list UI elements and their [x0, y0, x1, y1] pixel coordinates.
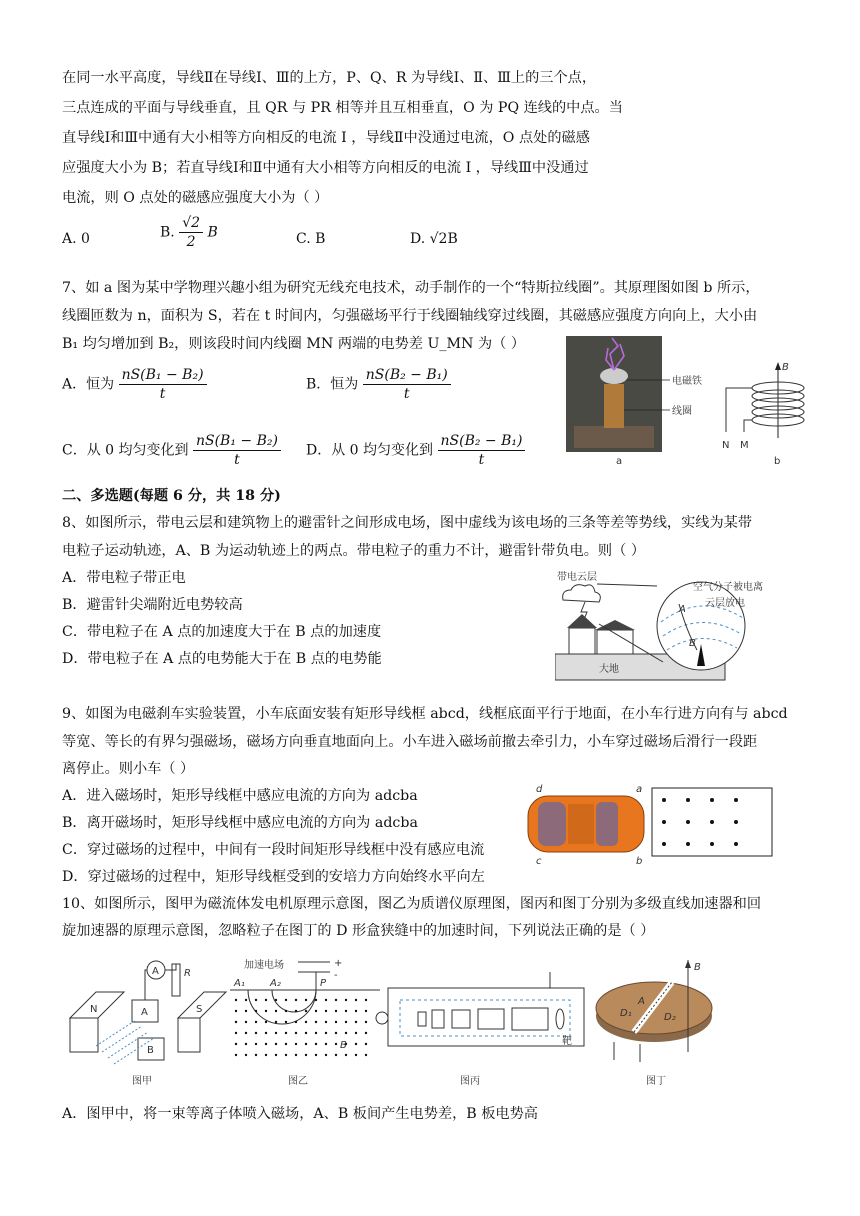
- point-b-label: B: [689, 638, 696, 649]
- field-dot: [265, 1043, 267, 1045]
- q7-figure-a: [566, 336, 726, 466]
- field-dot: [315, 1043, 317, 1045]
- accel-field-label: 加速电场: [244, 960, 284, 971]
- corner-d-label: d: [536, 784, 543, 795]
- magnet-n-label: N: [90, 1004, 98, 1015]
- field-dot: [315, 999, 317, 1001]
- q7-line-2: 线圈匝数为 n，面积为 S，若在 t 时间内，匀强磁场平行于线圈轴线穿过线圈，其磁感应强度方向向上，大小由: [62, 308, 758, 324]
- cloud-label: 带电云层: [557, 572, 597, 583]
- q6-line-5: 电流，则 O 点处的磁感应强度大小为（ ）: [62, 190, 329, 206]
- semicircle-path-1: [248, 990, 316, 1024]
- field-dot: [235, 1054, 237, 1056]
- figure-bing-label: 图丙: [460, 1076, 480, 1087]
- terminal-n-label: N: [722, 440, 730, 451]
- field-dot: [315, 1021, 317, 1023]
- field-dot: [315, 1054, 317, 1056]
- q7-figure-b: [720, 358, 810, 468]
- q10-line-2: 旋加速器的原理示意图，忽略粒子在图丁的 D 形盒狭缝中的加速时间，下列说法正确的是（ ）: [62, 923, 655, 939]
- semicircle-path-2: [272, 990, 316, 1012]
- field-dot: [305, 1010, 307, 1012]
- q6-line-4: 应强度大小为 B；若直导线Ⅰ和Ⅱ中通有大小相等方向相反的电流 I ，导线Ⅲ中没通过: [62, 160, 589, 176]
- q6-option-b-tail: B: [207, 224, 218, 241]
- q7-line-3: B₁ 均匀增加到 B₂，则该段时间内线圈 MN 两端的电势差 U_MN 为（ ）: [62, 336, 526, 352]
- house-1: [569, 628, 595, 654]
- q6-option-a: A. 0: [62, 231, 90, 247]
- field-dot: [335, 1043, 337, 1045]
- p-label: P: [320, 978, 327, 989]
- field-dot: [265, 999, 267, 1001]
- field-dot: [245, 999, 247, 1001]
- plate-b-label: B: [147, 1045, 154, 1056]
- q6-option-b-denominator: 2: [186, 234, 196, 250]
- field-dot: [315, 1032, 317, 1034]
- q7-option-b: [306, 366, 451, 403]
- field-dot: [345, 1054, 347, 1056]
- field-dot: [325, 1032, 327, 1034]
- magnet-n: [70, 1018, 98, 1052]
- drift-tubes: [418, 1008, 548, 1030]
- minus-sign: -: [334, 970, 338, 981]
- ionize-label: 空气分子被电离: [693, 582, 763, 593]
- q9-line-2: 等宽、等长的有界匀强磁场，磁场方向垂直地面向上。小车进入磁场前撤去牵引力，小车穿过磁场后滑行一段距: [62, 734, 758, 750]
- field-dots-yi: [235, 999, 367, 1056]
- q7-option-a-label: A．恒为: [62, 376, 115, 393]
- q7-option-d-denominator: t: [478, 452, 485, 468]
- field-dot: [275, 1043, 277, 1045]
- field-dot: [235, 1032, 237, 1034]
- field-dot: [335, 999, 337, 1001]
- q7-option-d-fraction: [438, 432, 526, 469]
- field-dot: [245, 1032, 247, 1034]
- ground-label: 大地: [599, 664, 619, 675]
- q8-line-1: 8、如图所示，带电云层和建筑物上的避雷针之间形成电场，图中虚线为该电场的三条等差等势线，实线为某带: [62, 515, 753, 531]
- field-dot: [335, 1021, 337, 1023]
- field-dot: [325, 1043, 327, 1045]
- q7-option-c-fraction: [193, 432, 281, 469]
- field-dot: [355, 1021, 357, 1023]
- field-dot: [305, 1043, 307, 1045]
- d2-label: D₂: [664, 1012, 676, 1023]
- b-field-arrow-icon: [775, 362, 781, 370]
- q7-option-a-denominator: t: [159, 386, 166, 402]
- corner-b-label: b: [636, 856, 643, 866]
- q7-option-c: [62, 432, 281, 469]
- q6-option-b-numerator: √2: [179, 214, 203, 233]
- magnet-s: [178, 1018, 200, 1052]
- field-dot: [345, 1021, 347, 1023]
- q7-option-d-numerator: nS(B₂ − B₁): [438, 432, 526, 451]
- wire-top: [145, 970, 147, 1000]
- q7-option-c-label: C．从 0 均匀变化到: [62, 442, 189, 459]
- field-dot: [305, 1054, 307, 1056]
- field-dot: [335, 1054, 337, 1056]
- q8-option-c: C．带电粒子在 A 点的加速度大于在 B 点的加速度: [62, 624, 382, 640]
- field-dot: [285, 1021, 287, 1023]
- plus-sign: +: [334, 958, 343, 969]
- field-dot: [355, 1010, 357, 1012]
- q7-option-c-denominator: t: [234, 452, 240, 468]
- field-dot: [355, 1054, 357, 1056]
- q9-line-1: 9、如图为电磁刹车实验装置，小车底面安装有矩形导线框 abcd，线框底面平行于地面，在小车行进方向有与 abcd: [62, 706, 788, 722]
- field-dot: [265, 1021, 267, 1023]
- field-dot: [275, 1032, 277, 1034]
- house-1-roof: [567, 614, 597, 628]
- field-dot: [235, 999, 237, 1001]
- q7-option-b-fraction: [363, 366, 451, 403]
- q10-line-1: 10、如图所示，图甲为磁流体发电机原理示意图，图乙为质谱仪原理图，图丙和图丁分别为多级直线加速器和回: [62, 896, 762, 912]
- q6-option-c: C. B: [296, 231, 326, 247]
- q7-option-b-denominator: t: [403, 386, 410, 402]
- b-field-label-yi: B: [340, 1040, 347, 1051]
- q7-option-d-label: D．从 0 均匀变化到: [306, 442, 434, 459]
- q7-option-a-fraction: [119, 366, 207, 403]
- field-dot: [275, 1010, 277, 1012]
- field-dot: [255, 999, 257, 1001]
- b-field-arrow: [685, 960, 691, 968]
- q10-option-a: A．图甲中，将一束等离子体喷入磁场，A、B 板间产生电势差，B 板电势高: [62, 1106, 538, 1122]
- figure-yi-label: 图乙: [288, 1076, 308, 1087]
- coil-label: 线圈: [672, 406, 692, 417]
- field-dot: [295, 1054, 297, 1056]
- field-dot: [295, 1021, 297, 1023]
- field-dot: [245, 1021, 247, 1023]
- field-dot: [285, 1010, 287, 1012]
- field-dot: [325, 1054, 327, 1056]
- q6-option-b: [160, 214, 218, 251]
- cloud-icon: [563, 585, 601, 602]
- field-dot: [355, 1032, 357, 1034]
- q8-line-2: 电粒子运动轨迹，A、B 为运动轨迹上的两点。带电粒子的重力不计，避雷针带负电。则（ ）: [62, 543, 646, 559]
- field-dots: [662, 798, 738, 846]
- q6-line-2: 三点连成的平面与导线垂直，且 QR 与 PR 相等并且互相垂直，O 为 PQ 连线的中点。当: [62, 100, 623, 116]
- field-dot: [235, 1010, 237, 1012]
- field-dot: [295, 1032, 297, 1034]
- discharge-label: 云层放电: [705, 598, 745, 609]
- corner-a-label: a: [636, 784, 643, 795]
- photo-base: [574, 426, 654, 448]
- q8-figure: [555, 566, 775, 682]
- field-dot: [305, 1021, 307, 1023]
- field-dot: [325, 999, 327, 1001]
- q10-figure-ding: [594, 952, 730, 1090]
- field-dot: [305, 1032, 307, 1034]
- q7-option-c-numerator: nS(B₁ − B₂): [193, 432, 281, 451]
- ammeter-label: A: [152, 966, 159, 977]
- q6-line-1: 在同一水平高度，导线Ⅱ在导线Ⅰ、Ⅲ的上方，P、Q、R 为导线Ⅰ、Ⅱ、Ⅲ上的三个点，: [62, 70, 597, 86]
- q10-figure-yi: [230, 950, 380, 1090]
- field-dot: [295, 1010, 297, 1012]
- field-dot: [265, 1010, 267, 1012]
- q9-option-b: B．离开磁场时，矩形导线框中感应电流的方向为 adcba: [62, 815, 418, 831]
- electromagnet-label: 电磁铁: [672, 376, 702, 387]
- field-dot: [305, 999, 307, 1001]
- section-heading: 二、多选题(每题 6 分，共 18 分): [62, 488, 281, 504]
- field-dot: [255, 1010, 257, 1012]
- field-dot: [255, 1054, 257, 1056]
- q10-figure-bing: [374, 958, 596, 1090]
- lead-m: [744, 420, 752, 432]
- field-dot: [275, 999, 277, 1001]
- ac-source-icon: [376, 1012, 388, 1024]
- field-dot: [325, 1010, 327, 1012]
- q7-line-1: 7、如 a 图为某中学物理兴趣小组为研究无线充电技术，动手制作的一个“特斯拉线圈”。其原理图如图 b 所示，: [62, 280, 760, 296]
- field-dot: [335, 1010, 337, 1012]
- field-dot: [345, 999, 347, 1001]
- field-dot: [365, 1043, 367, 1045]
- q6-line-3: 直导线Ⅰ和Ⅲ中通有大小相等方向相反的电流 I ，导线Ⅱ中没通过电流，O 点处的磁感: [62, 130, 590, 146]
- field-dot: [255, 1021, 257, 1023]
- electromagnet-top: [600, 368, 628, 384]
- car-windshield: [596, 802, 618, 846]
- q9-option-d: D．穿过磁场的过程中，矩形导线框受到的安培力方向始终水平向左: [62, 869, 485, 885]
- figure-a-label: a: [616, 456, 623, 466]
- field-dot: [275, 1021, 277, 1023]
- field-dot: [365, 1010, 367, 1012]
- field-dot: [275, 1054, 277, 1056]
- field-dot: [345, 1032, 347, 1034]
- field-dot: [285, 1032, 287, 1034]
- field-dot: [285, 1043, 287, 1045]
- car-rear-window: [538, 802, 566, 846]
- corner-c-label: c: [536, 856, 542, 866]
- plate-a-label: A: [141, 1007, 148, 1018]
- q7-option-b-numerator: nS(B₂ − B₁): [363, 366, 451, 385]
- field-dot: [285, 1054, 287, 1056]
- resistor-label: R: [184, 968, 191, 979]
- q10-figure-jia: [66, 948, 232, 1090]
- q8-option-a: A．带电粒子带正电: [62, 570, 186, 586]
- b-field-label-ding: B: [694, 962, 701, 973]
- q7-option-d: [306, 432, 525, 469]
- field-dot: [365, 1032, 367, 1034]
- a-label-ding: A: [638, 996, 645, 1007]
- field-dot: [235, 1043, 237, 1045]
- zoom-line-top: [597, 584, 657, 586]
- car-roof: [568, 804, 594, 844]
- field-dot: [265, 1032, 267, 1034]
- field-dot: [245, 1010, 247, 1012]
- a1-label: A₁: [234, 978, 245, 989]
- field-dot: [245, 1043, 247, 1045]
- target-label: 靶: [562, 1036, 572, 1047]
- field-dot: [355, 1043, 357, 1045]
- q7-option-a: [62, 366, 207, 403]
- field-dot: [335, 1032, 337, 1034]
- field-dot: [365, 999, 367, 1001]
- field-dot: [245, 1054, 247, 1056]
- magnet-s-label: S: [196, 1004, 203, 1015]
- figure-jia-label: 图甲: [132, 1076, 152, 1087]
- field-dot: [325, 1021, 327, 1023]
- field-dot: [315, 1010, 317, 1012]
- q9-figure: [524, 780, 780, 866]
- q7-option-b-label: B．恒为: [306, 376, 359, 393]
- field-dot: [255, 1043, 257, 1045]
- figure-b-label: b: [774, 456, 781, 467]
- field-dot: [255, 1032, 257, 1034]
- field-dot: [265, 1054, 267, 1056]
- q7-option-a-numerator: nS(B₁ − B₂): [119, 366, 207, 385]
- field-dot: [295, 999, 297, 1001]
- field-dot: [365, 1054, 367, 1056]
- field-dot: [355, 999, 357, 1001]
- target-icon: [556, 1009, 564, 1029]
- q6-option-b-fraction: [179, 214, 203, 251]
- d1-label: D₁: [620, 1008, 632, 1019]
- q8-option-d: D．带电粒子在 A 点的电势能大于在 B 点的电势能: [62, 651, 382, 667]
- q8-option-b: B．避雷针尖端附近电势较高: [62, 597, 243, 613]
- terminal-m-label: M: [740, 440, 749, 451]
- a2-label: A₂: [270, 978, 281, 989]
- q6-option-b-label: B.: [160, 224, 175, 241]
- figure-ding-label: 图丁: [646, 1076, 666, 1087]
- q9-option-a: A．进入磁场时，矩形导线框中感应电流的方向为 adcba: [62, 788, 418, 804]
- b-field-label: B: [782, 362, 789, 373]
- field-dot: [235, 1021, 237, 1023]
- coil-shape: [604, 384, 624, 428]
- lead-n: [726, 388, 752, 432]
- q9-option-c: C．穿过磁场的过程中，中间有一段时间矩形导线框中没有感应电流: [62, 842, 485, 858]
- field-dot: [345, 1010, 347, 1012]
- q6-option-d: D. √2B: [410, 231, 458, 247]
- field-dot: [295, 1043, 297, 1045]
- field-dot: [285, 999, 287, 1001]
- field-dot: [365, 1021, 367, 1023]
- q9-line-3: 离停止。则小车（ ）: [62, 761, 195, 777]
- point-a-label: A: [679, 604, 686, 615]
